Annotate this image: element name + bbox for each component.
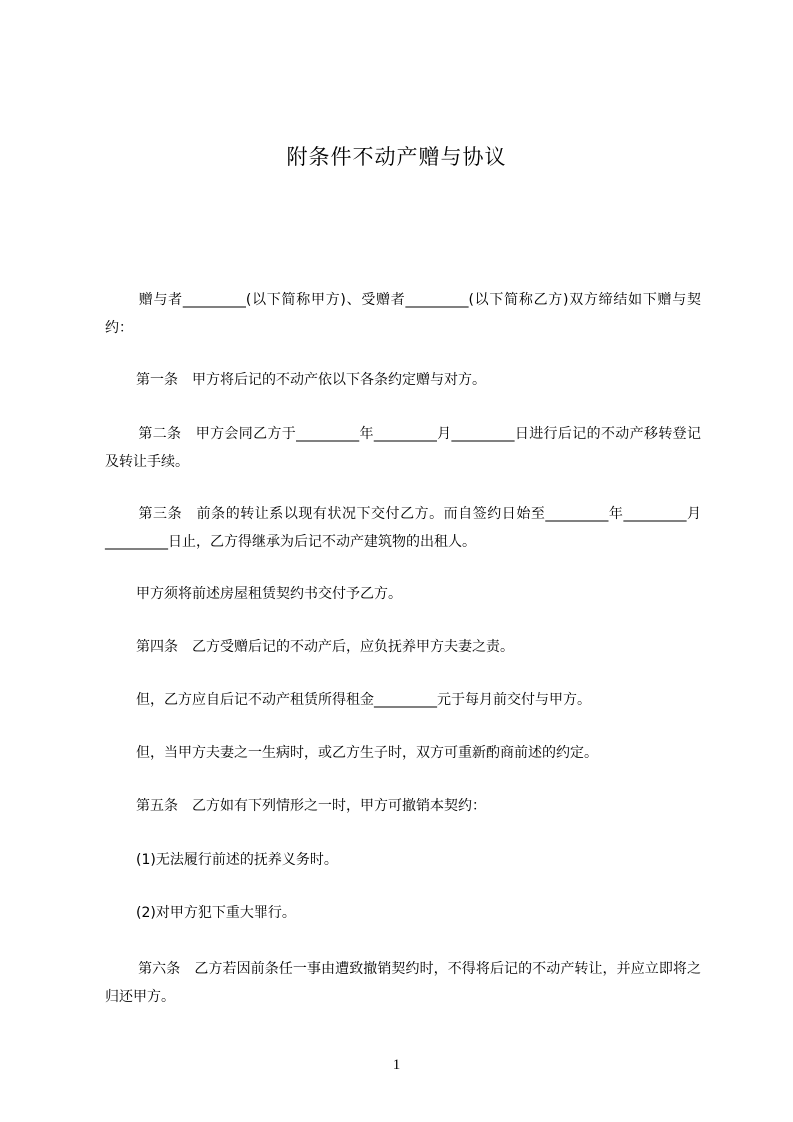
paragraph-article-6 — [105, 955, 701, 1011]
item-1-text: (1)无法履行前述的抚养义务时。 — [136, 852, 338, 868]
lease-handover-text: 甲方须将前述房屋租赁契约书交付予乙方。 — [136, 586, 402, 602]
document-title: 附条件不动产赠与协议 — [286, 145, 507, 169]
page-number: 1 — [392, 1057, 401, 1073]
paragraph-item-2 — [105, 899, 701, 927]
article-1-text: 甲方将后记的不动产依以下各条约定赠与对方。 — [192, 372, 486, 388]
article-6-text: 乙方若因前条任一事由遭致撤销契约时，不得将后记的不动产转让，并应立即将之归还甲方。 — [105, 961, 702, 1005]
preamble-text: 赠与者_________(以下简称甲方)、受赠者_________(以下简称乙方)双方缔结如下赠与契约： — [105, 292, 701, 336]
paragraph-lease-handover — [105, 580, 701, 608]
article-5-label: 第五条 — [136, 798, 178, 814]
article-4-text: 乙方受赠后记的不动产后，应负抚养甲方夫妻之责。 — [192, 639, 514, 655]
item-2-text: (2)对甲方犯下重大罪行。 — [136, 905, 296, 921]
article-3-label: 第三条 — [138, 506, 183, 522]
article-2-label: 第二条 — [138, 426, 182, 442]
article-6-label: 第六条 — [138, 961, 181, 977]
article-3-text: 前条的转让系以现有状况下交付乙方。而自签约日始至_________年_________月_________日止，乙方得继承为后记不动产建筑物的出租人。 — [105, 506, 701, 550]
paragraph-rent-proviso — [105, 686, 701, 714]
paragraph-article-2 — [105, 420, 701, 476]
rent-proviso-text: 但，乙方应自后记不动产租赁所得租金_________元于每月前交付与甲方。 — [136, 692, 591, 708]
paragraph-item-1 — [105, 846, 701, 874]
paragraph-article-3 — [105, 500, 701, 556]
paragraph-preamble — [105, 286, 701, 342]
paragraph-renegotiation-proviso — [105, 739, 701, 767]
article-2-text: 甲方会同乙方于_________年_________月_________日进行后记的不动产移转登记及转让手续。 — [105, 426, 702, 470]
paragraph-article-1 — [105, 366, 701, 394]
article-5-text: 乙方如有下列情形之一时，甲方可撤销本契约： — [192, 798, 486, 814]
paragraph-article-5 — [105, 792, 701, 820]
article-4-label: 第四条 — [136, 639, 178, 655]
article-1-label: 第一条 — [136, 372, 178, 388]
renegotiation-proviso-text: 但，当甲方夫妻之一生病时，或乙方生子时，双方可重新酌商前述的约定。 — [136, 745, 598, 761]
paragraph-article-4 — [105, 633, 701, 661]
